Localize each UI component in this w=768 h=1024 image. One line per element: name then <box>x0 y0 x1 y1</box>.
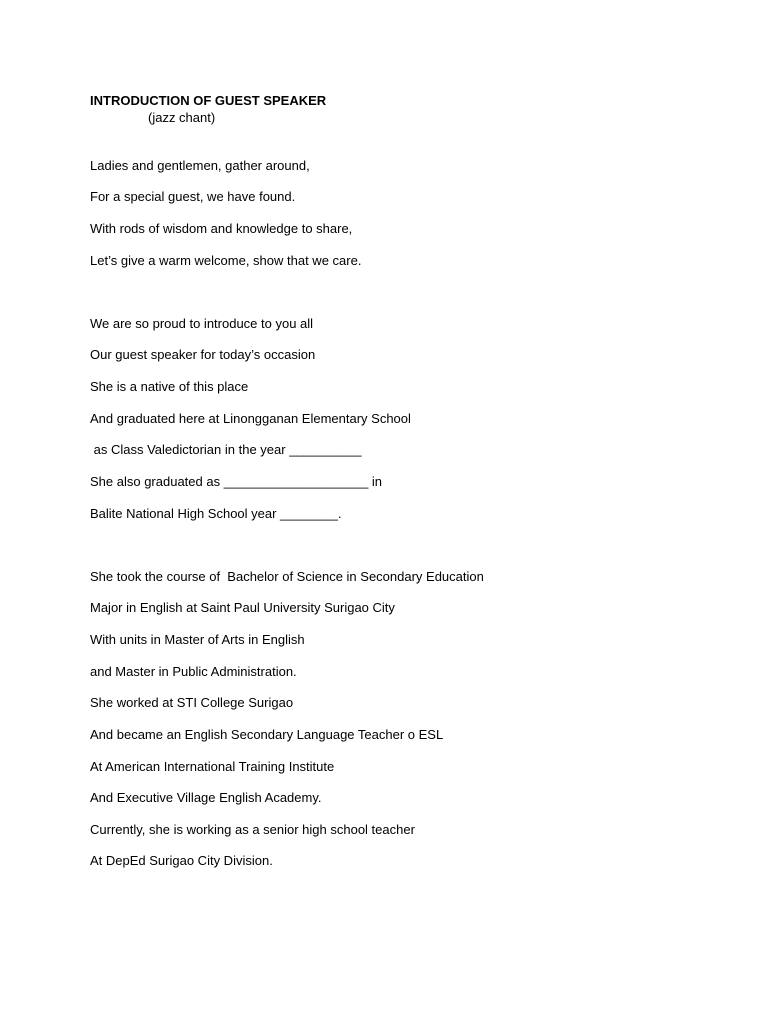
stanza3-line-9: Currently, she is working as a senior high school teacher <box>90 822 415 837</box>
stanza2-line-5: as Class Valedictorian in the year __________ <box>90 442 362 457</box>
stanza3-line-6: And became an English Secondary Language Teacher o ESL <box>90 727 444 742</box>
stanza1-line-1: Ladies and gentlemen, gather around, <box>90 158 310 173</box>
stanza2-line-4: And graduated here at Linongganan Elementary School <box>90 411 411 426</box>
stanza3-line-5: She worked at STI College Surigao <box>90 695 294 710</box>
stanza1-line-3: With rods of wisdom and knowledge to share, <box>90 221 353 236</box>
stanza2-line-3: She is a native of this place <box>90 379 249 394</box>
stanza3-line-3: With units in Master of Arts in English <box>90 632 305 647</box>
document-subtitle: (jazz chant) <box>148 110 216 125</box>
stanza2-line-6: She also graduated as ____________________ in <box>90 474 383 489</box>
stanza3-line-4: and Master in Public Administration. <box>90 664 297 679</box>
stanza2-line-2: Our guest speaker for today’s occasion <box>90 347 316 362</box>
document-title: INTRODUCTION OF GUEST SPEAKER <box>90 93 327 108</box>
stanza2-line-1: We are so proud to introduce to you all <box>90 316 314 331</box>
stanza2-line-7: Balite National High School year ________. <box>90 506 342 521</box>
stanza1-line-2: For a special guest, we have found. <box>90 189 296 204</box>
stanza3-line-8: And Executive Village English Academy. <box>90 790 322 805</box>
stanza3-line-10: At DepEd Surigao City Division. <box>90 853 273 868</box>
stanza1-line-4: Let’s give a warm welcome, show that we care. <box>90 253 362 268</box>
stanza3-line-1: She took the course of Bachelor of Science in Secondary Education <box>90 569 484 584</box>
stanza3-line-7: At American International Training Institute <box>90 759 335 774</box>
stanza3-line-2: Major in English at Saint Paul University Surigao City <box>90 600 395 615</box>
